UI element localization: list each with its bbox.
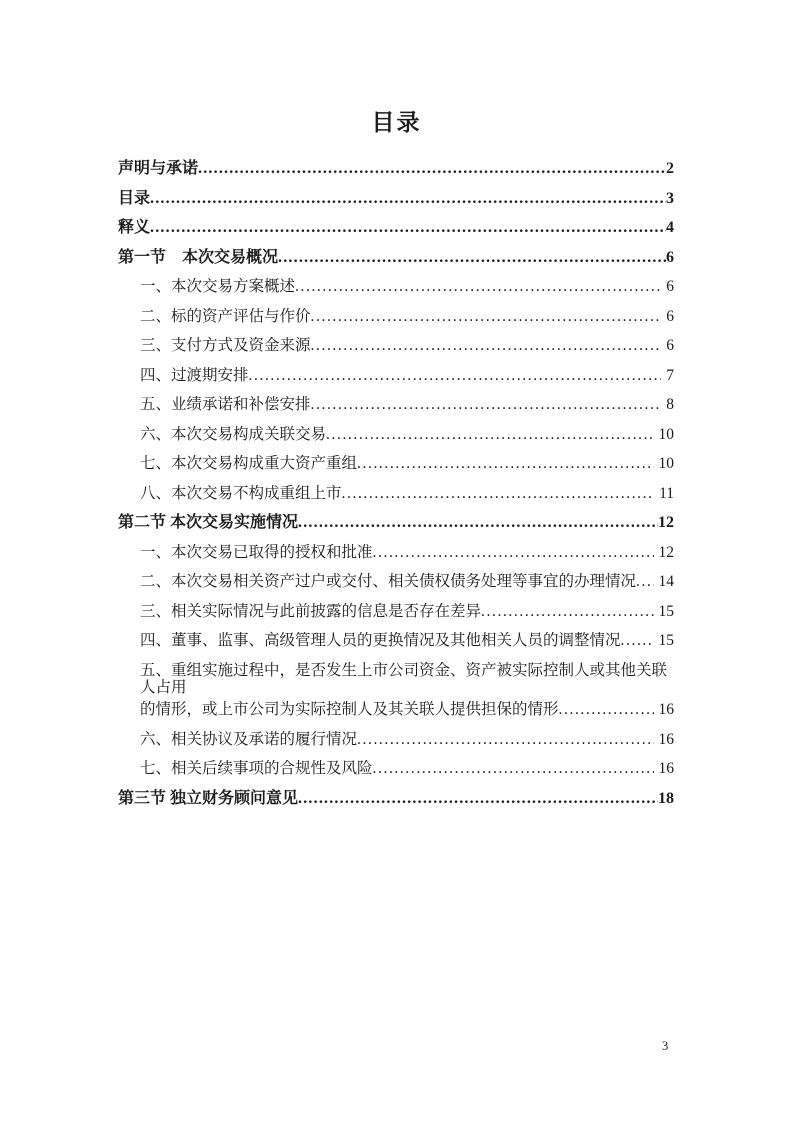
- toc-entry-row: [118, 514, 674, 531]
- toc-entry-page: 6: [666, 278, 674, 295]
- toc-entry-row: [118, 190, 674, 207]
- toc-entry: [118, 367, 674, 384]
- toc-dot-leader: [342, 485, 655, 502]
- toc-entry-label: 八、本次交易不构成重组上市: [140, 484, 342, 502]
- toc-entry: [118, 603, 674, 620]
- toc-entry: [118, 790, 674, 807]
- toc-dot-leader: [357, 731, 653, 748]
- toc-dot-leader: [481, 603, 653, 620]
- toc-dot-leader: [559, 701, 654, 718]
- toc-entry-page: 12: [658, 514, 674, 531]
- toc-entry-page: 14: [658, 573, 674, 590]
- toc-dot-leader: [636, 573, 653, 590]
- toc-dot-leader: [373, 544, 654, 561]
- toc-entry: [118, 426, 674, 443]
- toc-entry-page: 8: [666, 396, 674, 413]
- toc-entry: [118, 731, 674, 748]
- toc-entry-row: [140, 396, 674, 413]
- toc-entry-label: 三、支付方式及资金来源: [140, 337, 311, 354]
- toc-entry-label: 五、业绩承诺和补偿安排: [140, 396, 311, 413]
- toc-entry: [118, 219, 674, 236]
- toc-entry-page: 6: [666, 307, 674, 325]
- toc-entry-label: 四、过渡期安排: [140, 366, 249, 384]
- toc-dot-leader: [311, 308, 662, 325]
- toc-entry-page: 3: [666, 189, 674, 207]
- toc-entry-label: 的情形，或上市公司为实际控制人及其关联人提供担保的情形: [140, 701, 559, 718]
- page-number-footer: 3: [662, 1039, 669, 1053]
- toc-entry-row: [118, 219, 674, 236]
- toc-entry-page: 15: [658, 632, 674, 649]
- toc-entry-label: 第二节 本次交易实施情况: [118, 514, 299, 531]
- toc-entry-page: 11: [659, 484, 674, 502]
- toc-entry: [118, 190, 674, 207]
- toc-entry-row: [140, 544, 674, 561]
- toc-entry-row: [140, 337, 674, 354]
- toc-entry-page: 6: [666, 337, 674, 354]
- toc-entry-row: [140, 632, 674, 649]
- toc-entry-row: [140, 278, 674, 295]
- toc-entry: [118, 455, 674, 472]
- toc-entry: [118, 249, 674, 266]
- toc-entry-page: 6: [666, 248, 674, 266]
- toc-entry-page: 12: [658, 543, 674, 561]
- toc-dot-leader: [357, 455, 653, 472]
- toc-entry-row: [140, 701, 674, 718]
- toc-entry-row: [140, 367, 674, 384]
- toc-dot-leader: [198, 160, 666, 177]
- toc-entry: [118, 396, 674, 413]
- toc-entry-page: 4: [666, 219, 674, 236]
- toc-entry-label: 三、相关实际情况与此前披露的信息是否存在差异: [140, 602, 482, 620]
- toc-entry-page: 2: [666, 160, 674, 177]
- toc-entry-label: 一、本次交易方案概述: [140, 278, 296, 295]
- toc-entry-label: 一、本次交易已取得的授权和批准: [140, 543, 373, 561]
- toc-entry-label: 目录: [118, 189, 151, 207]
- toc-entry-label: 二、本次交易相关资产过户或交付、相关债权债务处理等事宜的办理情况: [140, 573, 637, 590]
- toc-dot-leader: [298, 514, 658, 531]
- toc-dot-leader: [373, 760, 654, 777]
- toc-entry: [118, 573, 674, 590]
- toc-entry-row: [140, 485, 674, 502]
- toc-entry-page: 16: [658, 760, 674, 777]
- toc-entry-row: [118, 249, 674, 266]
- toc-entry-row: [140, 426, 674, 443]
- page-title: 目录: [371, 110, 422, 135]
- toc-entry-label: 声明与承诺: [118, 160, 199, 177]
- toc-entry-row: [118, 160, 674, 177]
- toc-entry: [118, 760, 674, 777]
- toc-entry-page: 10: [658, 455, 674, 472]
- toc-dot-leader: [150, 190, 666, 207]
- toc-entry-page: 7: [666, 366, 674, 384]
- toc-entry-label: 释义: [118, 219, 151, 236]
- toc-dot-leader: [150, 219, 666, 236]
- toc-entry-line1: 五、重组实施过程中，是否发生上市公司资金、资产被实际控制人或其他关联人占用: [140, 661, 668, 696]
- toc-entry: [118, 337, 674, 354]
- toc-entry-label: 二、标的资产评估与作价: [140, 307, 311, 325]
- toc-entry-page: 10: [658, 425, 674, 443]
- toc-dot-leader: [311, 337, 662, 354]
- toc-entry: [118, 514, 674, 531]
- toc-entry-label: 六、相关协议及承诺的履行情况: [140, 730, 358, 748]
- toc-entry-page: 16: [658, 701, 674, 718]
- toc-entry-row: [140, 308, 674, 325]
- toc-entry: [118, 662, 674, 719]
- toc-entry-page: 16: [658, 730, 674, 748]
- toc-entry-row: [140, 573, 674, 590]
- toc-entry-row: [118, 790, 674, 807]
- toc-entry-row: [140, 603, 674, 620]
- toc-entry-label: 七、相关后续事项的合规性及风险: [140, 760, 373, 777]
- toc-entry-row: [140, 731, 674, 748]
- toc-entry-label: 第一节 本次交易概况: [118, 248, 279, 266]
- toc-dot-leader: [311, 396, 662, 413]
- toc-list: [118, 160, 674, 819]
- toc-entry: [118, 544, 674, 561]
- toc-dot-leader: [621, 632, 654, 649]
- toc-entry: [118, 632, 674, 649]
- toc-entry: [118, 308, 674, 325]
- toc-entry-page: 18: [658, 789, 674, 807]
- toc-entry: [118, 160, 674, 177]
- toc-dot-leader: [249, 367, 662, 384]
- toc-entry-label: 第三节 独立财务顾问意见: [118, 789, 299, 807]
- toc-entry: [118, 485, 674, 502]
- toc-entry-row: [140, 760, 674, 777]
- toc-dot-leader: [278, 249, 666, 266]
- toc-entry-label: 七、本次交易构成重大资产重组: [140, 455, 358, 472]
- toc-entry-label: 四、董事、监事、高级管理人员的更换情况及其他相关人员的调整情况: [140, 632, 621, 649]
- toc-dot-leader: [298, 790, 658, 807]
- toc-dot-leader: [295, 278, 661, 295]
- toc-entry-page: 15: [658, 602, 674, 620]
- toc-entry-row: [140, 455, 674, 472]
- toc-entry: [118, 278, 674, 295]
- toc-dot-leader: [326, 426, 653, 443]
- toc-entry-label: 六、本次交易构成关联交易: [140, 425, 327, 443]
